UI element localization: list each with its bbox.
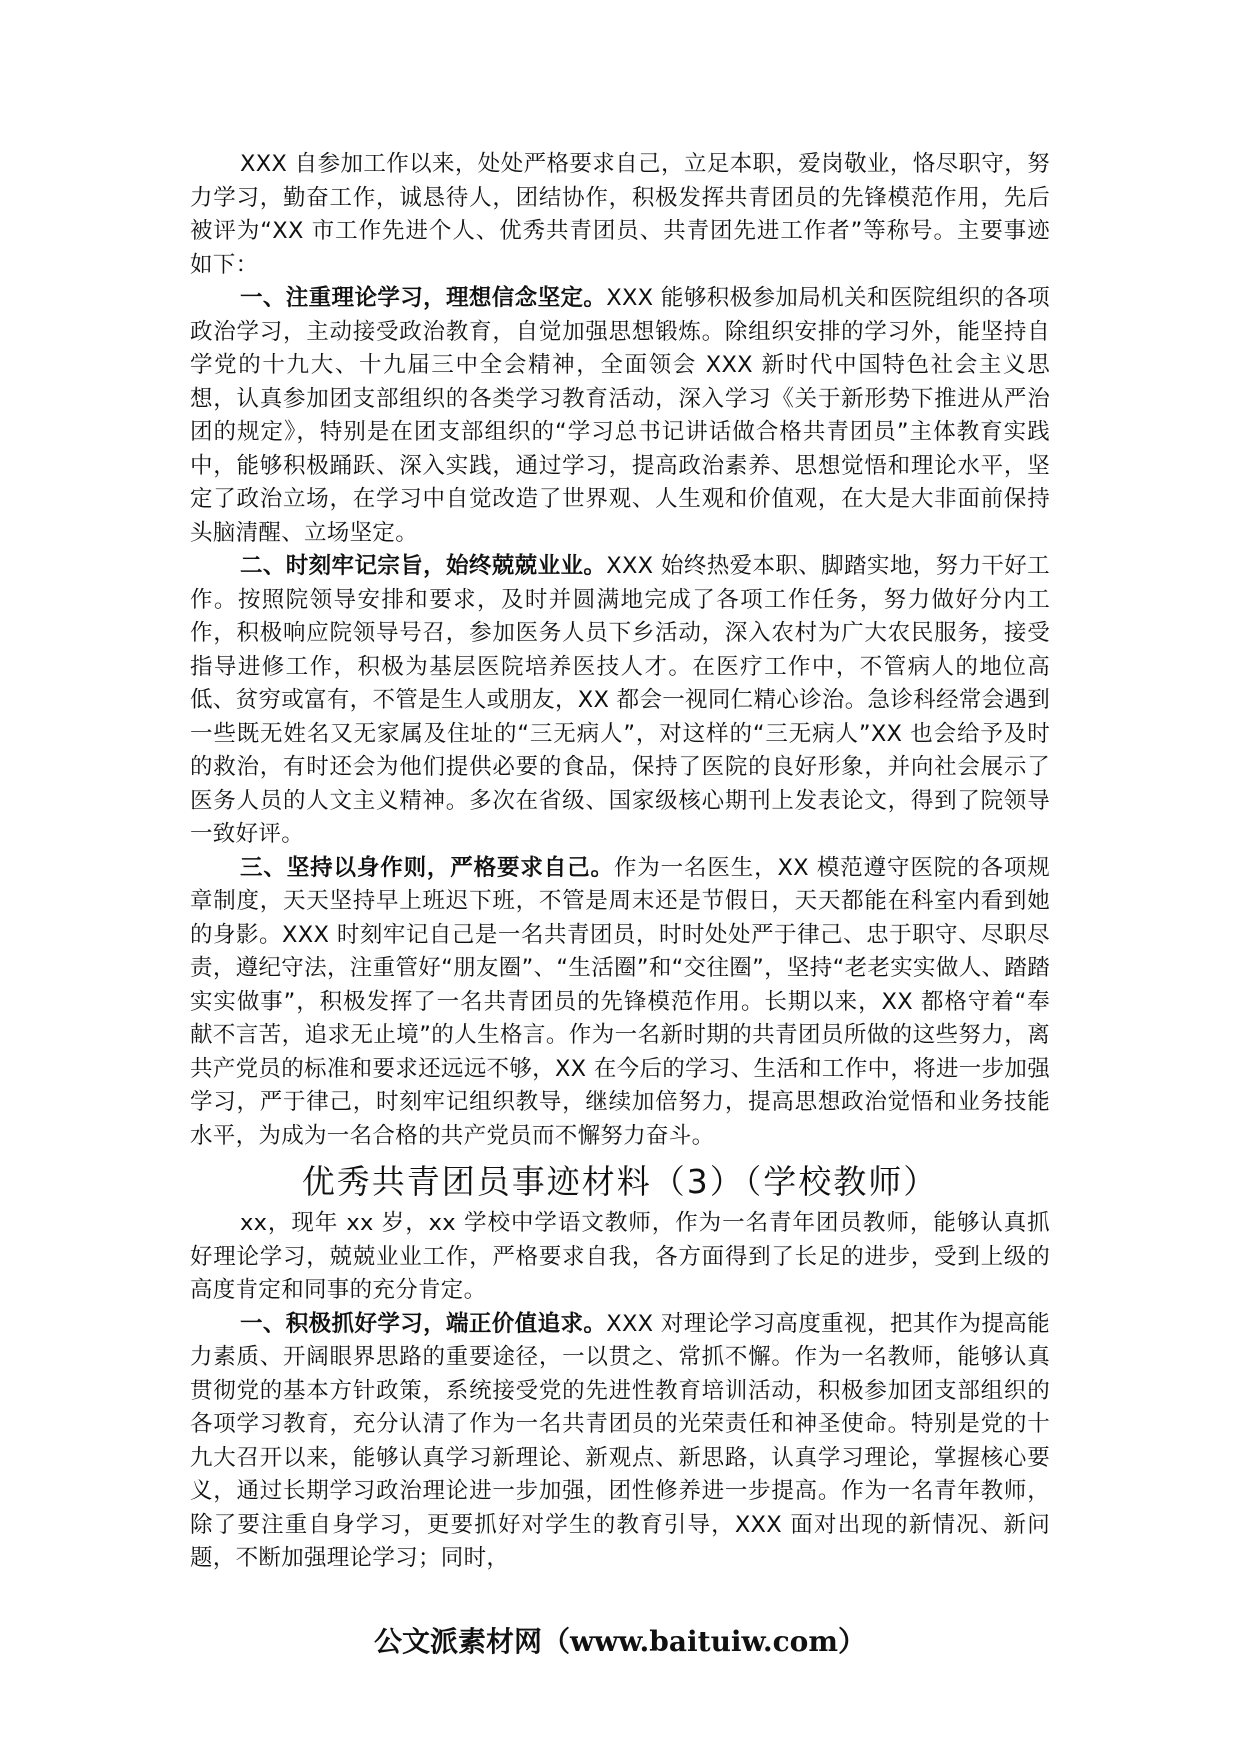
document-body bbox=[190, 148, 1050, 1576]
paragraph-text: XXX 始终热爱本职、脚踏实地，努力干好工作。按照院领导安排和要求，及时并圆满地完成了各项工作任务，努力做好分内工作，积极响应院领导号召，参加医务人员下乡活动，深入农村为广大农民服务，接受指导进修工作，积极为基层医院培养医技人才。在医疗工作中，不管病人的地位高低、贫穷或富有，不管是生人或朋友，XX 都会一视同仁精心诊治。急诊科经常会遇到一些既无姓名又无家属及住址的“三无病人”，对这样的“三无病人”XX 也会给予及时的救治，有时还会为他们提供必要的食品，保持了医院的良好形象，并向社会展示了医务人员的人文主义精神。多次在省级、国家级核心期刊上发表论文，得到了院领导一致好评。 bbox=[190, 553, 1050, 847]
paragraph-text: xx，现年 xx 岁，xx 学校中学语文教师，作为一名青年团员教师，能够认真抓好理论学习，兢兢业业工作，严格要求自我，各方面得到了长足的进步，受到上级的高度肯定和同事的充分肯定。 bbox=[190, 1210, 1050, 1303]
footer-watermark: 公文派素材网（www.baituiw.com） bbox=[374, 1625, 866, 1658]
section-three-paragraph bbox=[190, 852, 1050, 1154]
paragraph-text: XXX 自参加工作以来，处处严格要求自己，立足本职，爱岗敬业，恪尽职守，努力学习，勤奋工作，诚恳待人，团结协作，积极发挥共青团员的先锋模范作用，先后被评为“XX 市工作先进个人、优秀共青团员、共青团先进工作者”等称号。主要事迹如下： bbox=[190, 151, 1050, 278]
teacher-section-one-paragraph bbox=[190, 1308, 1050, 1576]
paragraph-heading: 三、坚持以身作则，严格要求自己。 bbox=[240, 854, 614, 881]
paragraph-heading: 一、注重理论学习，理想信念坚定。 bbox=[240, 285, 607, 311]
teacher-intro-paragraph bbox=[190, 1207, 1050, 1308]
intro-paragraph bbox=[190, 148, 1050, 282]
paragraph-text: XXX 对理论学习高度重视，把其作为提高能力素质、开阔眼界思路的重要途径，一以贯之、常抓不懈。作为一名教师，能够认真贯彻党的基本方针政策，系统接受党的先进性教育培训活动，积极参加团支部组织的各项学习教育，充分认清了作为一名共青团员的光荣责任和神圣使命。特别是党的十九大召开以来，能够认真学习新理论、新观点、新思路，认真学习理论，掌握核心要义，通过长期学习政治理论进一步加强，团性修养进一步提高。作为一名青年教师，除了要注重自身学习，更要抓好对学生的教育引导，XXX 面对出现的新情况、新问题，不断加强理论学习；同时， bbox=[190, 1310, 1050, 1571]
paragraph-heading: 二、时刻牢记宗旨，始终兢兢业业。 bbox=[240, 553, 607, 579]
section-one-paragraph bbox=[190, 282, 1050, 550]
paragraph-heading: 一、积极抓好学习，端正价值追求。 bbox=[240, 1310, 607, 1337]
paragraph-text: XXX 能够积极参加局机关和医院组织的各项政治学习，主动接受政治教育，自觉加强思想锻炼。除组织安排的学习外，能坚持自学党的十九大、十九届三中全会精神，全面领会 XXX 新时代中国特色社会主义思想，认真参加团支部组织的各类学习教育活动，深入学习《关于新形势下推进从严治团的规定》，特别是在团支部组织的“学习总书记讲话做合格共青团员”主体教育实践中，能够积极踊跃、深入实践，通过学习，提高政治素养、思想觉悟和理论水平，坚定了政治立场，在学习中自觉改造了世界观、人生观和价值观，在大是大非面前保持头脑清醒、立场坚定。 bbox=[190, 285, 1050, 546]
section-title: 优秀共青团员事迹材料（3）（学校教师） bbox=[301, 1162, 939, 1201]
section-two-paragraph bbox=[190, 550, 1050, 852]
paragraph-text: 作为一名医生，XX 模范遵守医院的各项规章制度，天天坚持早上班迟下班，不管是周末还是节假日，天天都能在科室内看到她的身影。XXX 时刻牢记自己是一名共青团员，时时处处严于律己、忠于职守、尽职尽责，遵纪守法，注重管好“朋友圈”、“生活圈”和“交往圈”，坚持“老老实实做人、踏踏实实做事”，积极发挥了一名共青团员的先锋模范作用。长期以来，XX 都格守着“奉献不言苦，追求无止境”的人生格言。作为一名新时期的共青团员所做的这些努力，离共产党员的标准和要求还远远不够，XX 在今后的学习、生活和工作中，将进一步加强学习，严于律己，时刻牢记组织教导，继续加倍努力，提高思想政治觉悟和业务技能水平，为成为一名合格的共产党员而不懈努力奋斗。 bbox=[190, 854, 1050, 1149]
